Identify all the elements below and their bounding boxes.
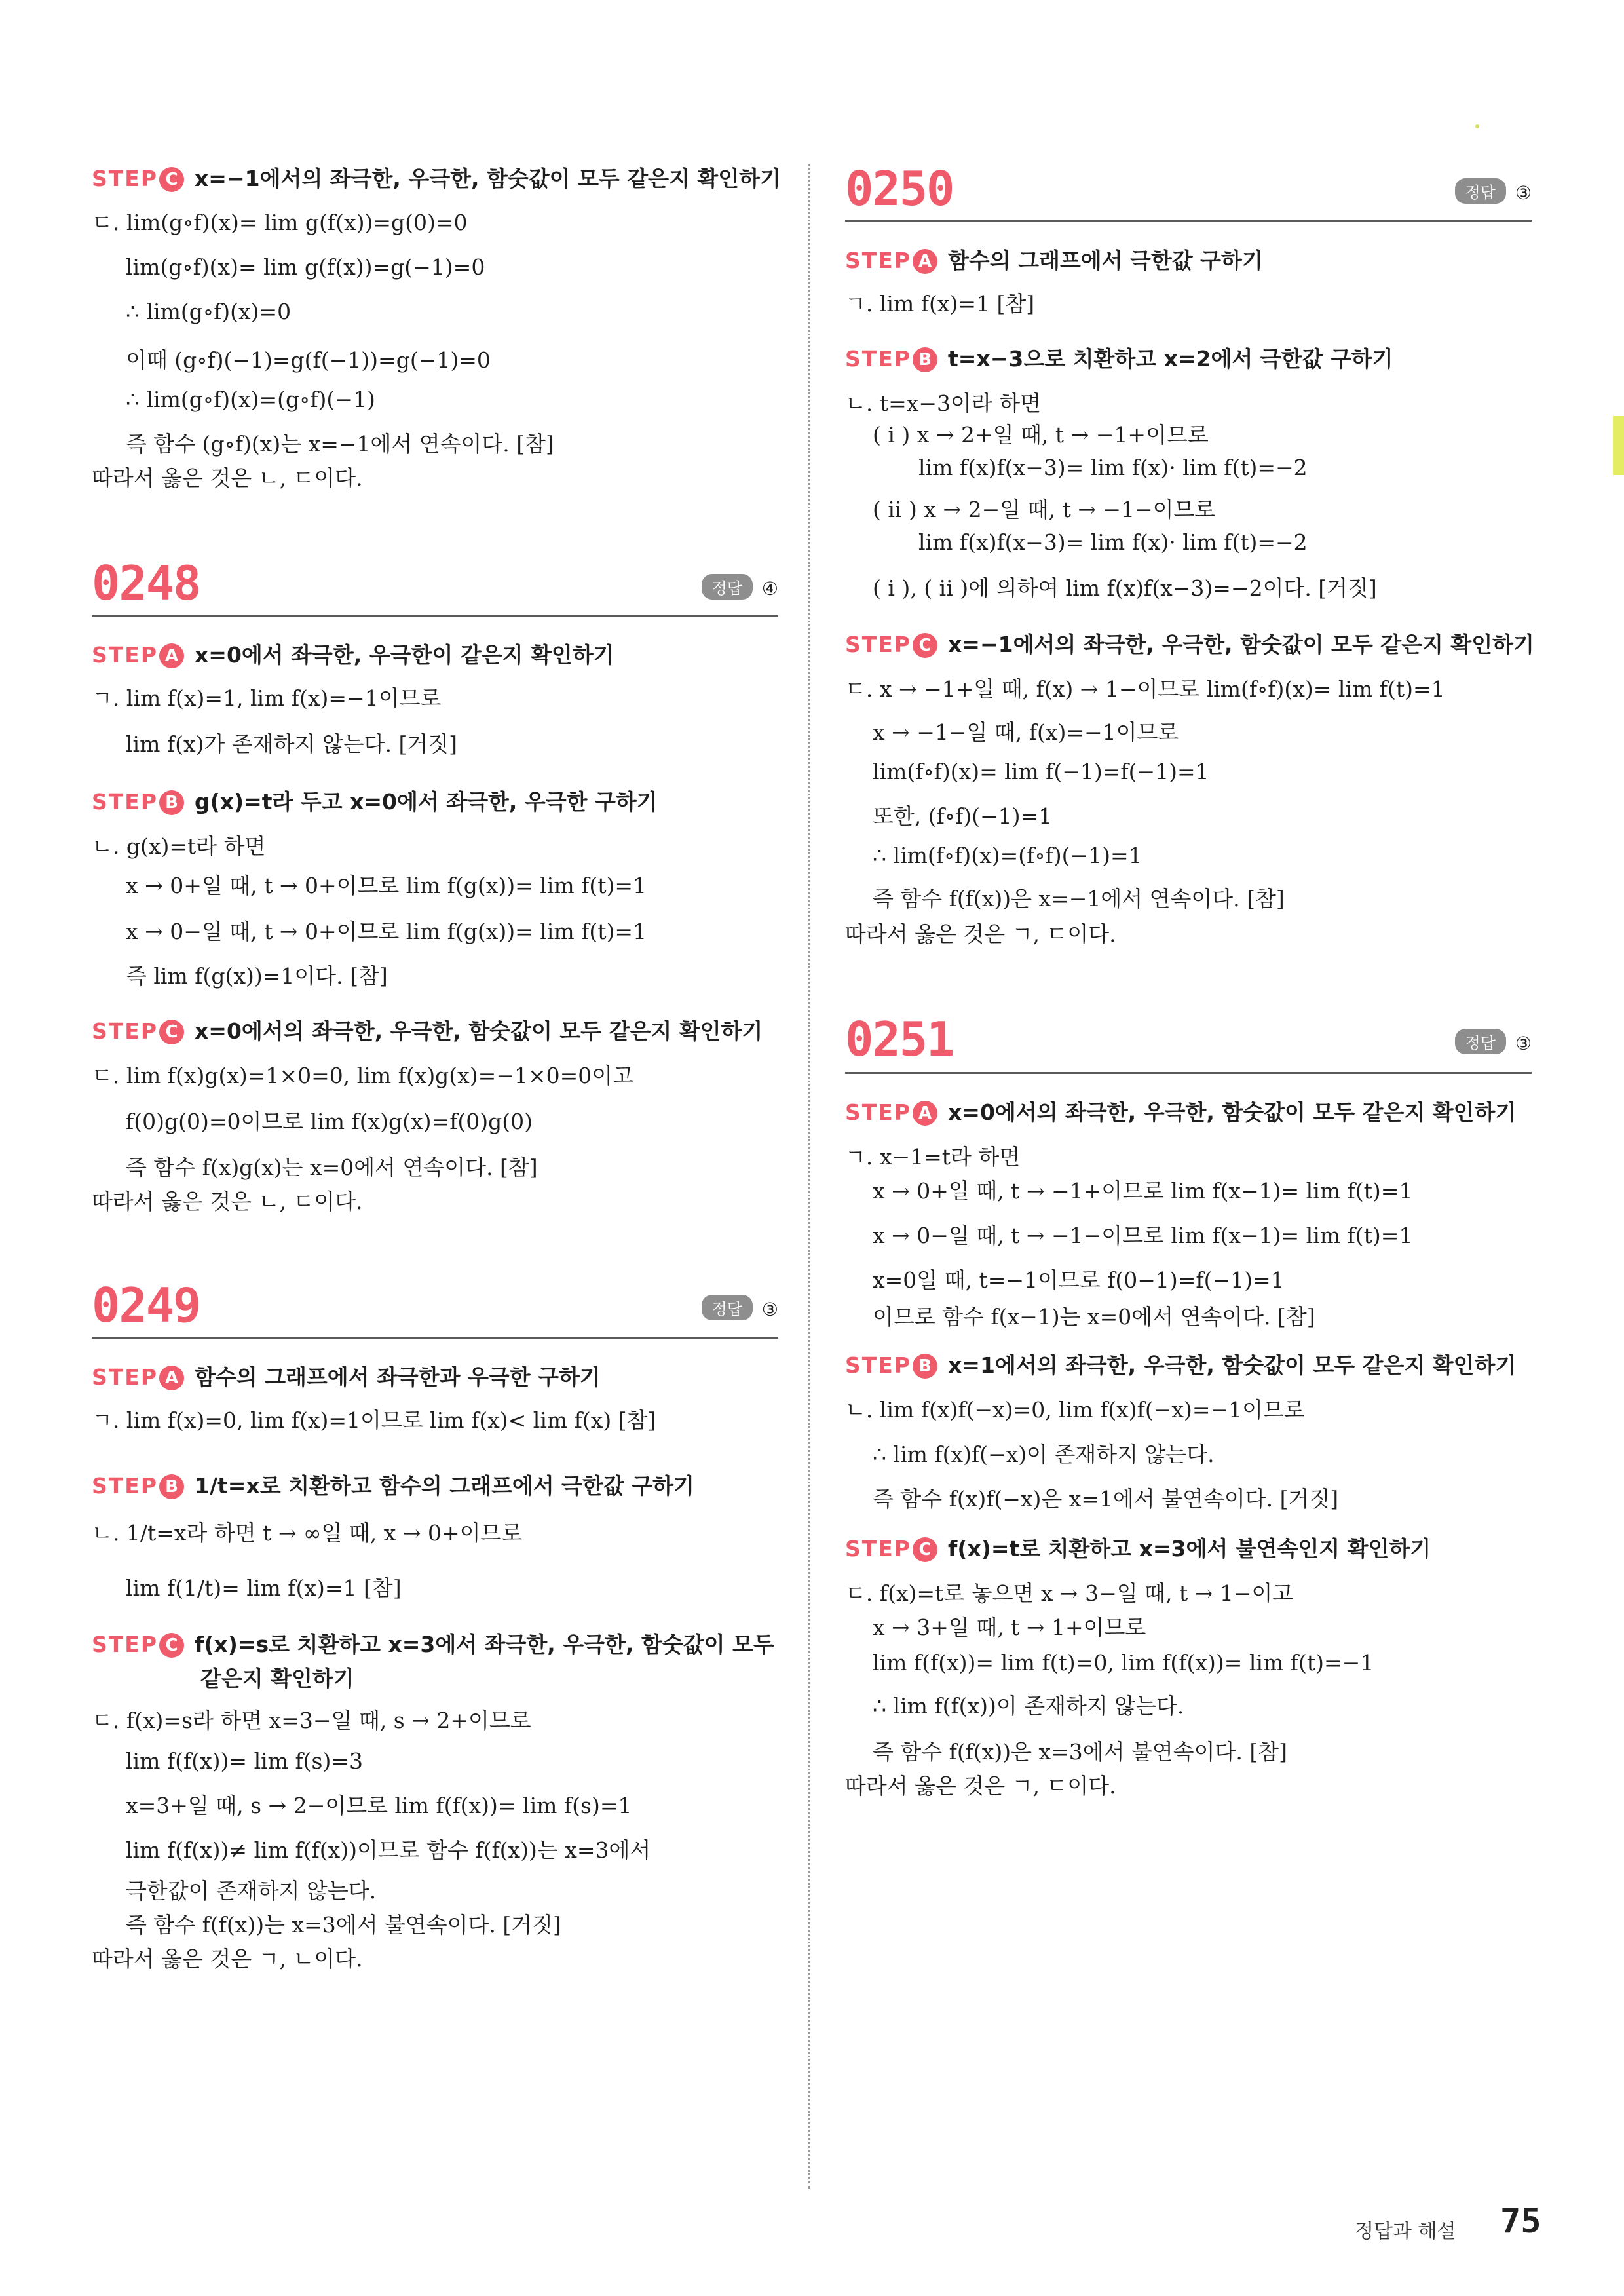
solution-line: 즉 lim f(g(x))=1이다. [참]: [126, 963, 388, 989]
solution-line: 즉 함수 (g∘f)(x)는 x=−1에서 연속이다. [참]: [126, 431, 554, 457]
solution-line: ㄴ. g(x)=t라 하면: [92, 833, 266, 859]
answer-badge: 정답 ③: [702, 1295, 778, 1320]
print-dot: [1475, 124, 1479, 128]
conclusion-line: 따라서 옳은 것은 ㄱ, ㄷ이다.: [845, 1773, 1116, 1799]
solution-line: x=3+일 때, s → 2−이므로 lim f(f(x))= lim f(s)=1: [126, 1793, 632, 1818]
step-a-heading: STEP A 함수의 그래프에서 좌극한과 우극한 구하기: [92, 1364, 601, 1390]
solution-line: ( ii ) x → 2−일 때, t → −1−이므로: [873, 497, 1216, 522]
problem-rule: [92, 1337, 778, 1339]
step-c-heading: STEP C x=−1에서의 좌극한, 우극한, 함숫값이 모두 같은지 확인하기: [845, 632, 1534, 657]
solution-line: 또한, (f∘f)(−1)=1: [873, 803, 1053, 829]
step-b-heading: STEP B x=1에서의 좌극한, 우극한, 함숫값이 모두 같은지 확인하기: [845, 1352, 1517, 1378]
solution-line: x → 3+일 때, t → 1+이므로: [873, 1615, 1146, 1640]
answer-badge: 정답 ③: [1455, 1029, 1532, 1054]
solution-line: 즉 함수 f(f(x))은 x=−1에서 연속이다. [참]: [873, 886, 1285, 911]
solution-line: x → 0+일 때, t → −1+이므로 lim f(x−1)= lim f(t)=1: [873, 1178, 1413, 1204]
solution-line: ( i ) x → 2+일 때, t → −1+이므로: [873, 422, 1209, 448]
page-number: 75: [1500, 2202, 1541, 2241]
solution-line: lim f(f(x))= lim f(s)=3: [126, 1748, 364, 1774]
solution-line: x → −1−일 때, f(x)=−1이므로: [873, 719, 1179, 745]
solution-line: ㄷ. x → −1+일 때, f(x) → 1−이므로 lim(f∘f)(x)= lim f(t)=1: [845, 676, 1445, 702]
problem-number: 0250: [845, 161, 954, 216]
solution-line: lim f(f(x))≠ lim f(f(x))이므로 함수 f(f(x))는 x=3에서: [126, 1837, 651, 1863]
problem-rule: [845, 1072, 1532, 1074]
answer-badge: 정답 ④: [702, 574, 778, 600]
solution-line: ㄴ. 1/t=x라 하면 t → ∞일 때, x → 0+이므로: [92, 1520, 523, 1546]
solution-line: 즉 함수 f(x)g(x)는 x=0에서 연속이다. [참]: [126, 1155, 538, 1180]
solution-line: lim f(f(x))= lim f(t)=0, lim f(f(x))= lim f(t)=−1: [873, 1650, 1374, 1675]
solution-line: 이므로 함수 f(x−1)는 x=0에서 연속이다. [참]: [873, 1304, 1315, 1330]
solution-line: ㄷ. lim f(x)g(x)=1×0=0, lim f(x)g(x)=−1×0=0이고: [92, 1063, 634, 1088]
solution-line: ∴ lim f(f(x))이 존재하지 않는다.: [873, 1693, 1184, 1719]
solution-line: ∴ lim(f∘f)(x)=(f∘f)(−1)=1: [873, 843, 1142, 868]
conclusion-line: 따라서 옳은 것은 ㄱ, ㄷ이다.: [845, 921, 1116, 947]
answer-badge: 정답 ③: [1455, 178, 1532, 204]
solution-line: x → 0+일 때, t → 0+이므로 lim f(g(x))= lim f(t)=1: [126, 873, 647, 898]
solution-line: x → 0−일 때, t → −1−이므로 lim f(x−1)= lim f(t)=1: [873, 1223, 1413, 1248]
problem-number: 0248: [92, 556, 200, 611]
solution-line: 극한값이 존재하지 않는다.: [126, 1878, 377, 1904]
solution-line: ㄱ. lim f(x)=1, lim f(x)=−1이므로: [92, 685, 442, 711]
step-c-heading: STEP C f(x)=t로 치환하고 x=3에서 불연속인지 확인하기: [845, 1536, 1431, 1561]
column-divider: [808, 164, 810, 2189]
problem-rule: [92, 615, 778, 617]
problem-rule: [845, 220, 1532, 222]
solution-line: ㄷ. f(x)=s라 하면 x=3−일 때, s → 2+이므로: [92, 1708, 531, 1733]
step-a-heading: STEP A 함수의 그래프에서 극한값 구하기: [845, 248, 1263, 273]
chapter-side-tab: [1613, 416, 1624, 475]
solution-line: ㄴ. lim f(x)f(−x)=0, lim f(x)f(−x)=−1이므로: [845, 1397, 1305, 1423]
solution-line: 이때 (g∘f)(−1)=g(f(−1))=g(−1)=0: [126, 347, 491, 373]
solution-line: lim f(1/t)= lim f(x)=1 [참]: [126, 1575, 402, 1601]
conclusion-line: 따라서 옳은 것은 ㄱ, ㄴ이다.: [92, 1946, 363, 1972]
step-b-heading: STEP B t=x−3으로 치환하고 x=2에서 극한값 구하기: [845, 346, 1393, 372]
solution-line: ㄱ. lim f(x)=0, lim f(x)=1이므로 lim f(x)< lim f(x) [참]: [92, 1407, 656, 1433]
step-b-heading: STEP B g(x)=t라 두고 x=0에서 좌극한, 우극한 구하기: [92, 789, 658, 814]
problem-number: 0249: [92, 1278, 200, 1333]
solution-line: lim f(x)가 존재하지 않는다. [거짓]: [126, 731, 457, 757]
step-c-heading-continued: 같은지 확인하기: [200, 1666, 354, 1691]
footer-label: 정답과 해설: [1355, 2220, 1456, 2243]
conclusion-line: 따라서 옳은 것은 ㄴ, ㄷ이다.: [92, 465, 363, 491]
step-a-heading: STEP A x=0에서 좌극한, 우극한이 같은지 확인하기: [92, 642, 614, 668]
step-c-heading: STEP C f(x)=s로 치환하고 x=3에서 좌극한, 우극한, 함숫값이 모두: [92, 1632, 774, 1657]
solution-line: ㄴ. t=x−3이라 하면: [845, 391, 1042, 416]
solution-line: x=0일 때, t=−1이므로 f(0−1)=f(−1)=1: [873, 1267, 1285, 1293]
solution-line: ㄷ. f(x)=t로 놓으면 x → 3−일 때, t → 1−이고: [845, 1580, 1294, 1606]
solution-line: ㄱ. lim f(x)=1 [참]: [845, 291, 1035, 316]
problem-number: 0251: [845, 1012, 954, 1067]
solution-line: 즉 함수 f(x)f(−x)은 x=1에서 불연속이다. [거짓]: [873, 1486, 1339, 1512]
solution-line: x → 0−일 때, t → 0+이므로 lim f(g(x))= lim f(t)=1: [126, 919, 647, 944]
conclusion-line: 따라서 옳은 것은 ㄴ, ㄷ이다.: [92, 1189, 363, 1214]
solution-line: ∴ lim(g∘f)(x)=0: [126, 299, 292, 324]
solution-line: ( i ), ( ii )에 의하여 lim f(x)f(x−3)=−2이다. [거짓]: [873, 575, 1377, 601]
step-b-heading: STEP B 1/t=x로 치환하고 함수의 그래프에서 극한값 구하기: [92, 1473, 694, 1499]
solution-line: ∴ lim f(x)f(−x)이 존재하지 않는다.: [873, 1442, 1215, 1467]
solution-line: ㄷ. lim(g∘f)(x)= lim g(f(x))=g(0)=0: [92, 210, 468, 235]
solution-line: lim f(x)f(x−3)= lim f(x)· lim f(t)=−2: [918, 455, 1308, 480]
solution-line: 즉 함수 f(f(x))는 x=3에서 불연속이다. [거짓]: [126, 1912, 561, 1938]
solution-line: ∴ lim(g∘f)(x)=(g∘f)(−1): [126, 387, 375, 412]
step-a-heading: STEP A x=0에서의 좌극한, 우극한, 함숫값이 모두 같은지 확인하기: [845, 1100, 1517, 1125]
solution-line: 즉 함수 f(f(x))은 x=3에서 불연속이다. [참]: [873, 1739, 1288, 1765]
solution-line: lim(g∘f)(x)= lim g(f(x))=g(−1)=0: [126, 254, 485, 280]
step-c-heading: STEP C x=0에서의 좌극한, 우극한, 함숫값이 모두 같은지 확인하기: [92, 1018, 763, 1044]
solution-line: lim(f∘f)(x)= lim f(−1)=f(−1)=1: [873, 759, 1209, 784]
solution-line: lim f(x)f(x−3)= lim f(x)· lim f(t)=−2: [918, 529, 1308, 555]
step-c-heading: STEP C x=−1에서의 좌극한, 우극한, 함숫값이 모두 같은지 확인하기: [92, 166, 781, 191]
solution-line: ㄱ. x−1=t라 하면: [845, 1144, 1021, 1170]
solution-line: f(0)g(0)=0이므로 lim f(x)g(x)=f(0)g(0): [126, 1109, 533, 1134]
